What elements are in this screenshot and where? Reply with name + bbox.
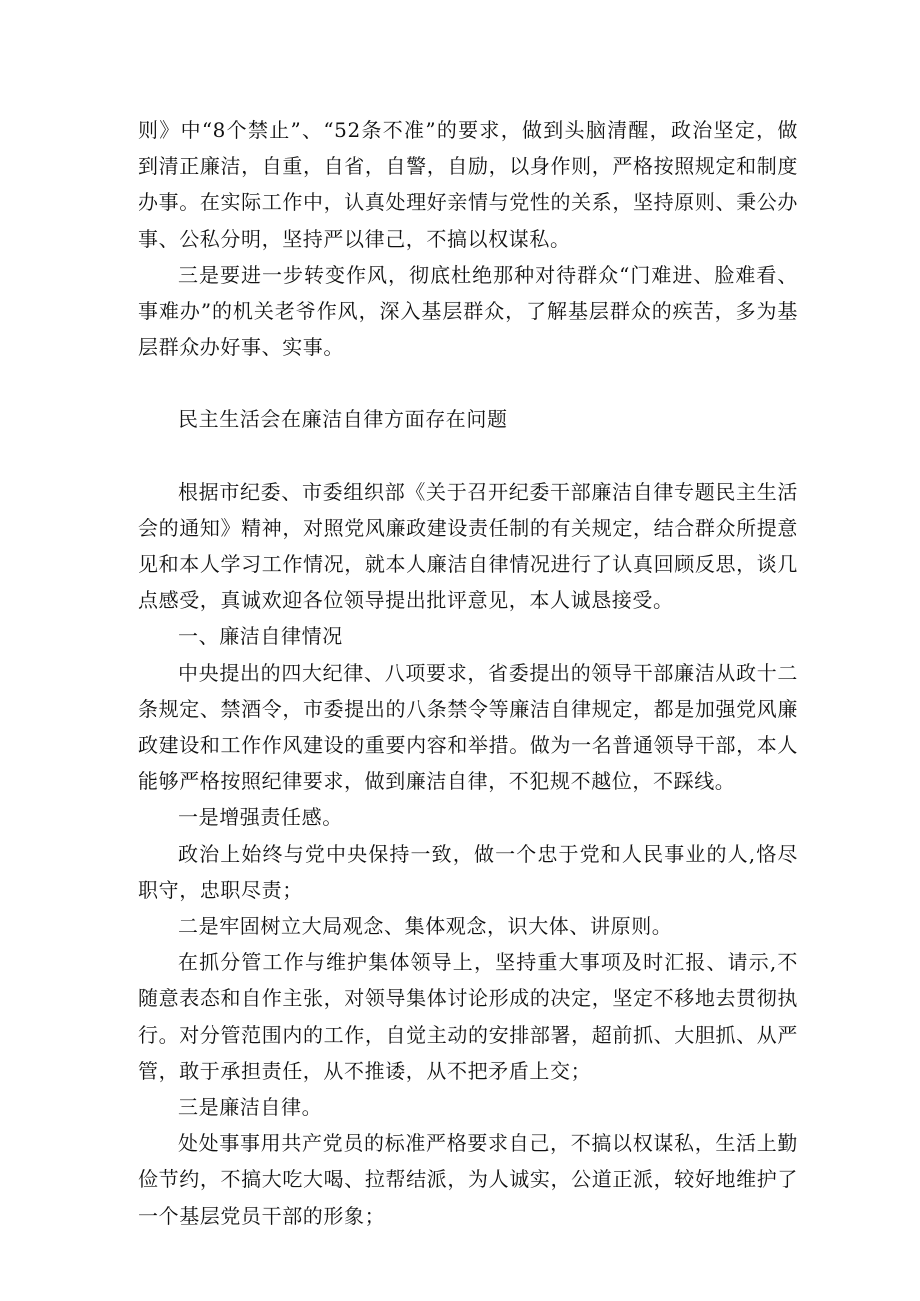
paragraph-regulations: 中央提出的四大纪律、八项要求，省委提出的领导干部廉洁从政十二条规定、禁酒令，市委提出的八条禁令等廉洁自律规定，都是加强党风廉政建设和工作作风建设的重要内容和举措。做为一名普通领导干部，本人能够严格按照纪律要求，做到廉洁自律，不犯规不越位，不踩线。: [138, 660, 798, 794]
spacer: [138, 365, 798, 401]
point-three-title: 三是廉洁自律。: [178, 1095, 323, 1120]
paragraph-intro: 根据市纪委、市委组织部《关于召开纪委干部廉洁自律专题民主生活会的通知》精神，对照党风廉政建设责任制的有关规定，结合群众所提意见和本人学习工作情况，就本人廉洁自律情况进行了认真回顾反思，谈几点感受，真诚欢迎各位领导提出批评意见，本人诚恳接受。: [138, 479, 798, 613]
point-two-body: 在抓分管工作与维护集体领导上，坚持重大事项及时汇报、请示,不随意表态和自作主张，对领导集体讨论形成的决定，坚定不移地去贯彻执行。对分管范围内的工作，自觉主动的安排部署，超前抓、大胆抓、从严管，敢于承担责任，从不推诿，从不把矛盾上交；: [138, 950, 798, 1083]
spacer: [138, 438, 798, 474]
point-three-body: 处处事事用共产党员的标准严格要求自己，不搞以权谋私，生活上勤俭节约，不搞大吃大喝、拉帮结派，为人诚实，公道正派，较好地维护了一个基层党员干部的形象；: [138, 1131, 798, 1228]
document-body: [138, 112, 798, 1234]
section-title: 民主生活会在廉洁自律方面存在问题: [178, 407, 508, 432]
paragraph-third-point: 三是要进一步转变作风，彻底杜绝那种对待群众“门难进、脸难看、事难办”的机关老爷作风，深入基层群众，了解基层群众的疾苦，多为基层群众办好事、实事。: [138, 262, 798, 360]
subheading-self-discipline: 一、廉洁自律情况: [178, 624, 343, 649]
paragraph-continuation: 则》中“8个禁止”、“52条不准”的要求，做到头脑清醒，政治坚定，做到清正廉洁，自重，自省，自警，自励，以身作则，严格按照规定和制度办事。在实际工作中，认真处理好亲情与党性的关系，坚持原则、秉公办事、公私分明，坚持严以律己，不搞以权谋私。: [138, 118, 798, 251]
point-one-body: 政治上始终与党中央保持一致，做一个忠于党和人民事业的人,恪尽职守，忠职尽责；: [138, 841, 798, 902]
point-one-title: 一是增强责任感。: [178, 805, 343, 830]
point-two-title: 二是牢固树立大局观念、集体观念，识大体、讲原则。: [178, 914, 673, 939]
